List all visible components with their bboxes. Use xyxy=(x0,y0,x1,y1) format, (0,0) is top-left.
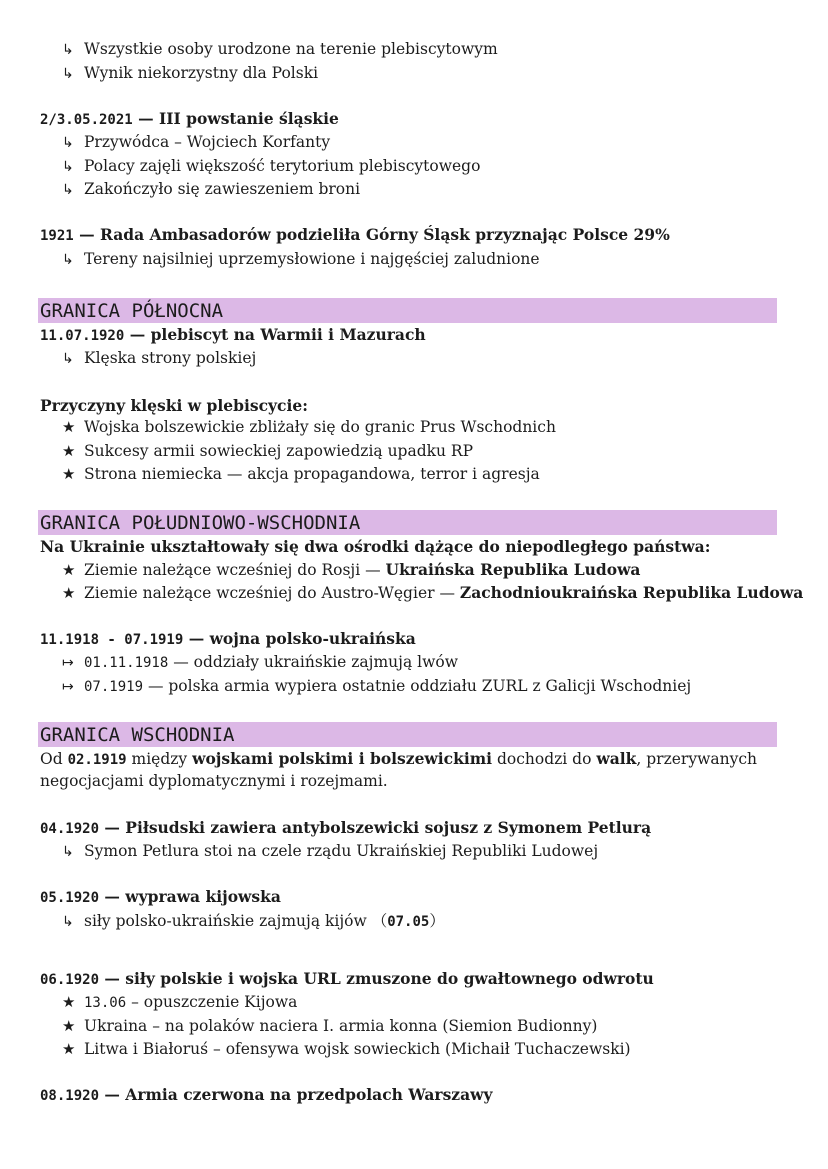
star-icon: ★ xyxy=(62,442,76,460)
causes-heading: Przyczyny klęski w plebiscycie: xyxy=(40,396,308,415)
list-item: ↳ Przywódca – Wojciech Korfanty xyxy=(62,131,330,154)
list-item: ↳ Polacy zajęli większość terytorium plebiscytowego xyxy=(62,155,480,178)
star-icon: ★ xyxy=(62,561,76,579)
star-icon: ★ xyxy=(62,993,76,1011)
list-item: ★ Sukcesy armii sowieckiej zapowiedzią upadku RP xyxy=(62,442,474,460)
list-item: ★ Wojska bolszewickie zbliżały się do granic Prus Wschodnich xyxy=(62,418,556,436)
event-heading: 2/3.05.2021 — III powstanie śląskie xyxy=(40,109,339,128)
list-item: ↳ Wszystkie osoby urodzone na terenie plebiscytowym xyxy=(62,38,498,61)
event-heading: 1921 — Rada Ambasadorów podzieliła Górny Śląsk przyznając Polsce 29% xyxy=(40,225,670,244)
return-arrow-icon: ↳ xyxy=(62,66,74,82)
return-arrow-icon: ↳ xyxy=(62,914,74,930)
event-heading: 11.07.1920 — plebiscyt na Warmii i Mazurach xyxy=(40,325,426,344)
maps-to-arrow-icon: ↦ xyxy=(62,679,74,695)
list-item: ↳ Symon Petlura stoi na czele rządu Ukraińskiej Republiki Ludowej xyxy=(62,840,598,863)
section-header: GRANICA POŁUDNIOWO-WSCHODNIA xyxy=(38,510,777,535)
star-icon: ★ xyxy=(62,584,76,602)
event-heading: 04.1920 — Piłsudski zawiera antybolszewicki sojusz z Symonem Petlurą xyxy=(40,818,652,837)
list-item: ★ Litwa i Białoruś – ofensywa wojsk sowieckich (Michaił Tuchaczewski) xyxy=(62,1040,631,1058)
event-heading: 11.1918 - 07.1919 — wojna polsko-ukraińska xyxy=(40,629,416,648)
return-arrow-icon: ↳ xyxy=(62,182,74,198)
list-item: ↳ Tereny najsilniej uprzemysłowione i najgęściej zaludnione xyxy=(62,248,540,271)
return-arrow-icon: ↳ xyxy=(62,135,74,151)
list-item: ↳ Klęska strony polskiej xyxy=(62,347,256,370)
event-heading: 05.1920 — wyprawa kijowska xyxy=(40,887,281,906)
event-heading: 08.1920 — Armia czerwona na przedpolach Warszawy xyxy=(40,1085,493,1104)
list-item: ↳ siły polsko-ukraińskie zajmują kijów （07.05） xyxy=(62,910,445,933)
section-header: GRANICA WSCHODNIA xyxy=(38,722,777,747)
list-item: ★ 13.06 – opuszczenie Kijowa xyxy=(62,993,298,1011)
list-item: ★ Ziemie należące wcześniej do Rosji — Ukraińska Republika Ludowa xyxy=(62,560,641,579)
star-icon: ★ xyxy=(62,1017,76,1035)
section-header: GRANICA PÓŁNOCNA xyxy=(38,298,777,323)
maps-to-arrow-icon: ↦ xyxy=(62,655,74,671)
list-item: ★ Ukraina – na polaków naciera I. armia konna (Siemion Budionny) xyxy=(62,1017,598,1035)
return-arrow-icon: ↳ xyxy=(62,252,74,268)
star-icon: ★ xyxy=(62,418,76,436)
paragraph-line: negocjacjami dyplomatycznymi i rozejmami. xyxy=(40,772,388,790)
star-icon: ★ xyxy=(62,465,76,483)
return-arrow-icon: ↳ xyxy=(62,42,74,58)
paragraph: Od 02.1919 między wojskami polskimi i bolszewickimi dochodzi do walk, przerywanych xyxy=(40,749,757,768)
star-icon: ★ xyxy=(62,1040,76,1058)
list-item: ★ Ziemie należące wcześniej do Austro-Węgier — Zachodnioukraińska Republika Ludowa xyxy=(62,583,804,602)
list-item: ★ Strona niemiecka — akcja propagandowa, terror i agresja xyxy=(62,465,540,483)
list-item: ↦ 07.1919 — polska armia wypiera ostatnie oddziału ZURL z Galicji Wschodniej xyxy=(62,675,691,698)
return-arrow-icon: ↳ xyxy=(62,844,74,860)
return-arrow-icon: ↳ xyxy=(62,351,74,367)
list-item: ↦ 01.11.1918 — oddziały ukraińskie zajmują lwów xyxy=(62,651,458,674)
event-heading: 06.1920 — siły polskie i wojska URL zmuszone do gwałtownego odwrotu xyxy=(40,969,654,988)
list-item: ↳ Wynik niekorzystny dla Polski xyxy=(62,62,318,85)
return-arrow-icon: ↳ xyxy=(62,159,74,175)
section-intro: Na Ukrainie ukształtowały się dwa ośrodki dążące do niepodległego państwa: xyxy=(40,537,711,556)
list-item: ↳ Zakończyło się zawieszeniem broni xyxy=(62,178,360,201)
